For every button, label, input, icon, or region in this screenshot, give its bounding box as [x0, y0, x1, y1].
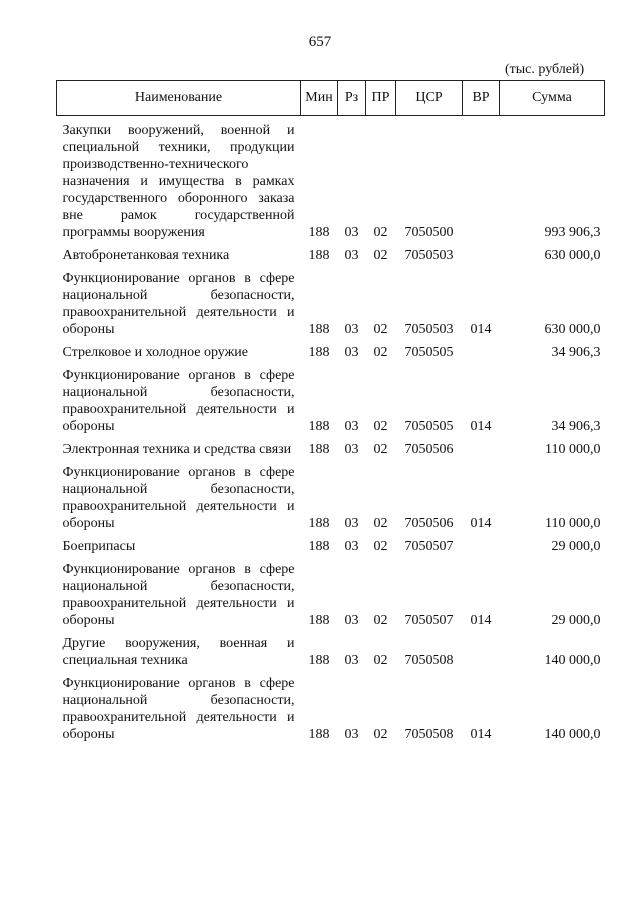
row-csr: 7050505 [404, 419, 454, 434]
row-min: 188 [308, 322, 330, 337]
budget-table [56, 80, 605, 749]
row-csr: 7050503 [404, 248, 454, 263]
row-rz: 03 [344, 613, 359, 628]
row-csr: 7050500 [404, 225, 454, 240]
row-pr: 02 [373, 613, 388, 628]
row-name: Функционирование органов в сфере национальной безопасности, правоохранительной деятельности и обороны [62, 465, 295, 531]
row-rz: 03 [344, 225, 359, 240]
header-name: Наименование [57, 81, 301, 116]
row-sum: 34 906,3 [551, 419, 601, 434]
units-label: (тыс. рублей) [505, 62, 585, 77]
row-pr: 02 [373, 248, 388, 263]
row-name: Стрелковое и холодное оружие [62, 345, 248, 360]
row-vr [463, 635, 500, 675]
row-name: Автобронетанковая техника [62, 248, 230, 263]
row-rz: 03 [344, 727, 359, 742]
row-vr: 014 [470, 419, 492, 434]
row-csr: 7050507 [404, 613, 454, 628]
row-pr: 02 [373, 653, 388, 668]
header-rz: Рз [338, 81, 366, 116]
header-csr: ЦСР [396, 81, 463, 116]
row-min: 188 [308, 653, 330, 668]
header-sum: Сумма [500, 81, 605, 116]
table-row [57, 464, 605, 538]
row-vr [463, 441, 500, 464]
row-vr: 014 [470, 322, 492, 337]
row-min: 188 [308, 442, 330, 457]
page-number: 657 [308, 34, 332, 50]
row-vr: 014 [470, 516, 492, 531]
row-csr: 7050506 [404, 442, 454, 457]
header-vr: ВР [463, 81, 500, 116]
row-min: 188 [308, 248, 330, 263]
row-pr: 02 [373, 516, 388, 531]
row-csr: 7050508 [404, 727, 454, 742]
row-vr [463, 538, 500, 561]
row-vr: 014 [470, 727, 492, 742]
table-row [57, 270, 605, 344]
row-pr: 02 [373, 727, 388, 742]
row-sum: 110 000,0 [545, 442, 601, 457]
row-pr: 02 [373, 419, 388, 434]
row-sum: 630 000,0 [544, 322, 601, 337]
row-csr: 7050505 [404, 345, 454, 360]
row-min: 188 [308, 613, 330, 628]
table-row [57, 675, 605, 749]
row-pr: 02 [373, 345, 388, 360]
row-pr: 02 [373, 539, 388, 554]
table-row [57, 635, 605, 675]
row-name: Электронная техника и средства связи [62, 442, 292, 457]
row-rz: 03 [344, 653, 359, 668]
row-min: 188 [308, 225, 330, 240]
table-row [57, 561, 605, 635]
row-name: Функционирование органов в сфере национальной безопасности, правоохранительной деятельности и обороны [62, 676, 295, 742]
table-row [57, 441, 605, 464]
row-sum: 630 000,0 [544, 248, 601, 263]
row-csr: 7050507 [404, 539, 454, 554]
row-name: Функционирование органов в сфере национальной безопасности, правоохранительной деятельности и обороны [62, 271, 295, 337]
row-min: 188 [308, 516, 330, 531]
row-name: Функционирование органов в сфере национальной безопасности, правоохранительной деятельности и обороны [62, 368, 295, 434]
row-name: Другие вооружения, военная и специальная техника [62, 636, 295, 668]
row-min: 188 [308, 419, 330, 434]
table-row [57, 247, 605, 270]
header-min: Мин [301, 81, 338, 116]
table-row [57, 367, 605, 441]
row-sum: 140 000,0 [544, 727, 601, 742]
row-sum: 29 000,0 [551, 613, 601, 628]
table-row [57, 538, 605, 561]
row-rz: 03 [344, 322, 359, 337]
row-name: Боеприпасы [62, 539, 136, 554]
row-vr [463, 344, 500, 367]
row-rz: 03 [344, 516, 359, 531]
row-rz: 03 [344, 248, 359, 263]
table-row [57, 116, 605, 248]
row-min: 188 [308, 727, 330, 742]
row-pr: 02 [373, 225, 388, 240]
row-sum: 34 906,3 [551, 345, 601, 360]
row-pr: 02 [373, 322, 388, 337]
row-sum: 110 000,0 [545, 516, 601, 531]
row-name: Закупки вооружений, военной и специальной техники, продукции производственно-технического назначения и имущества в рамках государственного оборонного заказа вне рамок государственной программы вооружения [62, 123, 295, 240]
header-pr: ПР [366, 81, 396, 116]
row-sum: 29 000,0 [551, 539, 601, 554]
row-min: 188 [308, 539, 330, 554]
row-csr: 7050508 [404, 653, 454, 668]
row-min: 188 [308, 345, 330, 360]
table-row [57, 344, 605, 367]
row-csr: 7050503 [404, 322, 454, 337]
row-sum: 993 906,3 [544, 225, 601, 240]
row-name: Функционирование органов в сфере национальной безопасности, правоохранительной деятельности и обороны [62, 562, 295, 628]
row-vr: 014 [470, 613, 492, 628]
row-pr: 02 [373, 442, 388, 457]
table-header-row [57, 81, 605, 116]
row-rz: 03 [344, 442, 359, 457]
row-rz: 03 [344, 539, 359, 554]
row-sum: 140 000,0 [544, 653, 601, 668]
row-rz: 03 [344, 419, 359, 434]
row-vr [463, 116, 500, 248]
row-csr: 7050506 [404, 516, 454, 531]
row-rz: 03 [344, 345, 359, 360]
row-vr [463, 247, 500, 270]
